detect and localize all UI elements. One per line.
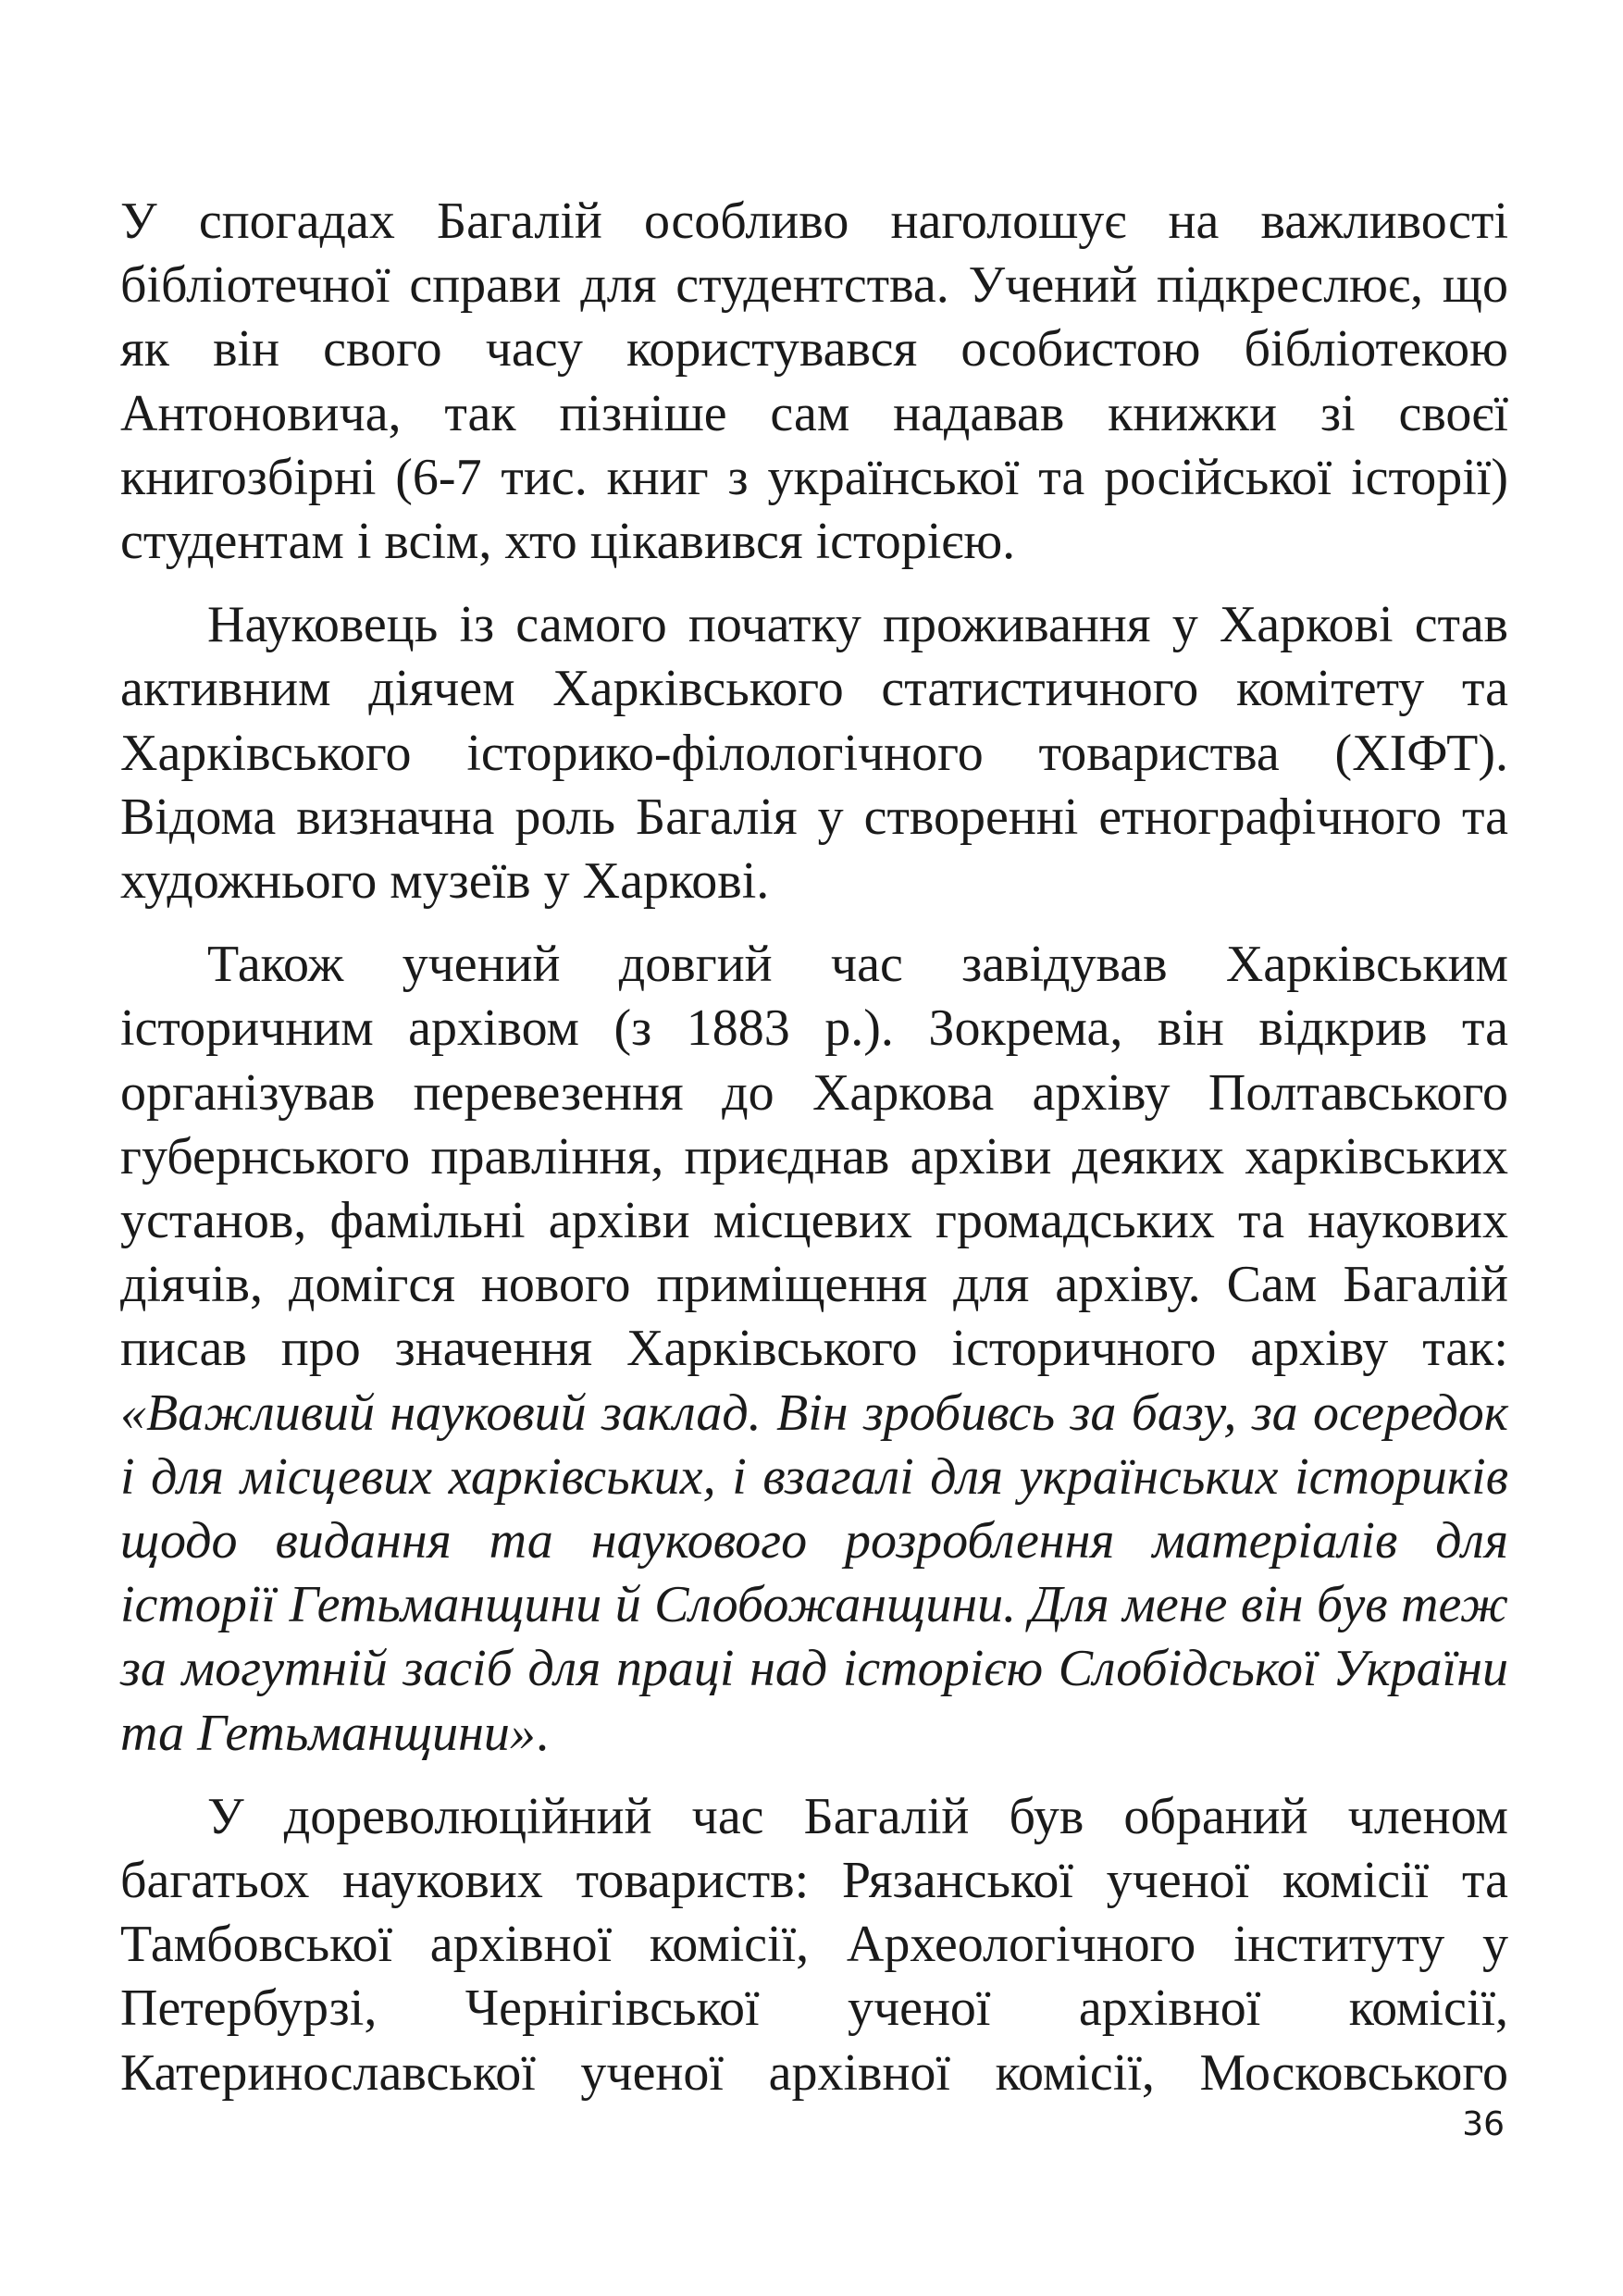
page-number: 36 (1462, 2105, 1505, 2143)
paragraph-1: У спогадах Багалій особливо наголошує на важливості бібліотечної справи для студентства. Учений підкреслює, що як він свого часу користувався особистою бібліотекою Антоновича, так пізніше сам надавав книжки зі своєї книгозбірні (6-7 тис. книг з української та російської історії) студентам і всім, хто цікавився історією. (120, 192, 1508, 571)
paragraph-2: Науковець із самого початку проживання у Харкові став активним діячем Харківського статистичного комітету та Харківського історико-філологічного товариства (ХІФТ). Відома визначна роль Багалія у створенні етнографічного та художнього музеїв у Харкові. (120, 596, 1508, 911)
paragraph-3 (120, 933, 1508, 1766)
paragraph-4: У дореволюційний час Багалій був обраний членом багатьох наукових товариств: Рязанської ученої комісії та Тамбовської архівної комісії, Археологічного інституту у Петербурзі, Чернігівської ученої архівної комісії, Катеринославської ученої архівної комісії, Московського (120, 1787, 1508, 2102)
body-text (120, 190, 1508, 2125)
archive-quote: «Важливий науковий заклад. Він зробивсь за базу, за осередок і для місцевих харківських, і взагалі для українських істориків щодо видання та наукового розроблення матеріалів для історії Гетьманщини й Слобожанщини. Для мене він був теж за могутній засіб для праці над історією Слобідської України та Гетьманщини» (120, 1384, 1508, 1762)
paragraph-3-text: Також учений довгий час завідував Харківським історичним архівом (з 1883 р.). Зокрема, він відкрив та організував перевезення до Харкова архіву Полтавського губернського правління, приєднав архіви деяких харківських установ, фамільні архіви місцевих громадських та наукових діячів, домігся нового приміщення для архіву. Сам Багалій писав про значення Харківського історичного архіву так: (120, 936, 1508, 1378)
paragraph-3-end: . (535, 1704, 549, 1762)
